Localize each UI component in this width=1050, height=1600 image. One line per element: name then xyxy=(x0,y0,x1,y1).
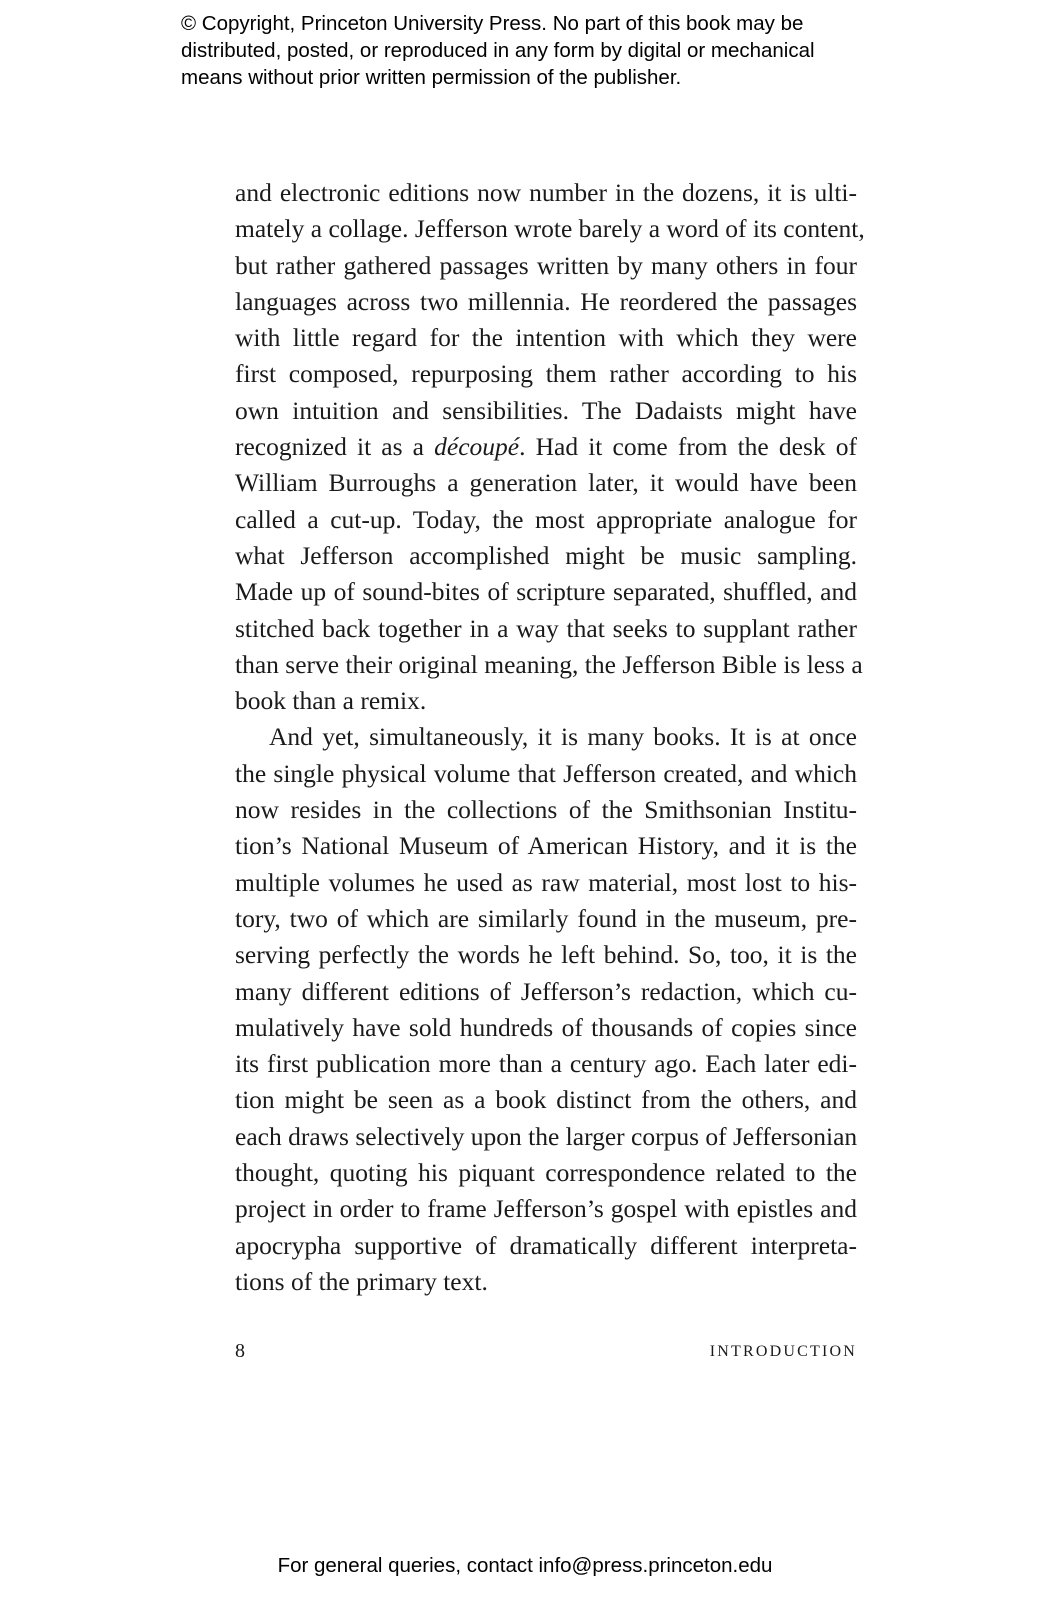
text-segment: recognized it as a xyxy=(235,432,435,462)
body-text xyxy=(235,175,865,1300)
text-line: tion might be seen as a book distinct from the others, and xyxy=(235,1085,857,1115)
text-line: what Jefferson accomplished might be music sampling. xyxy=(235,540,857,570)
text-line: own intuition and sensibilities. The Dadaists might have xyxy=(235,395,857,425)
text-line: each draws selectively upon the larger corpus of Jeffersonian xyxy=(235,1121,858,1151)
text-line: called a cut-up. Today, the most appropriate analogue for xyxy=(235,504,857,534)
text-line: with little regard for the intention with which they were xyxy=(235,323,857,353)
text-line: but rather gathered passages written by many others in four xyxy=(235,250,857,280)
text-line: and electronic editions now number in the dozens, it is ulti- xyxy=(235,178,857,207)
text-line: William Burroughs a generation later, it would have been xyxy=(235,468,857,498)
copyright-notice xyxy=(181,10,941,91)
text-line: tions of the primary text. xyxy=(235,1266,488,1296)
text-line: serving perfectly the words he left behind. So, too, it is the xyxy=(235,940,857,970)
text-line: now resides in the collections of the Smithsonian Institu- xyxy=(235,795,857,825)
text-line: many different editions of Jefferson’s redaction, which cu- xyxy=(235,976,857,1006)
text-line: languages across two millennia. He reordered the passages xyxy=(235,286,857,316)
text-line: mulatively have sold hundreds of thousands of copies since xyxy=(235,1012,857,1042)
text-line: book than a remix. xyxy=(235,686,427,716)
text-line: apocrypha supportive of dramatically different interpreta- xyxy=(235,1230,857,1260)
text-line: tory, two of which are similarly found in the museum, pre- xyxy=(235,903,857,933)
text-line: first composed, repurposing them rather according to his xyxy=(235,359,857,389)
text-line xyxy=(235,429,857,465)
text-line: thought, quoting his piquant correspondence related to the xyxy=(235,1158,857,1188)
text-line: its first publication more than a century ago. Each later edi- xyxy=(235,1049,857,1079)
text-line: multiple volumes he used as raw material, most lost to his- xyxy=(235,867,857,897)
text-line: project in order to frame Jefferson’s gospel with epistles and xyxy=(235,1194,857,1224)
text-line: than serve their original meaning, the Jefferson Bible is less a xyxy=(235,649,863,679)
copyright-line: distributed, posted, or reproduced in any form by digital or mechanical xyxy=(181,39,815,62)
text-line: the single physical volume that Jefferson created, and which xyxy=(235,758,857,788)
text-segment: . Had it come from the desk of xyxy=(519,432,858,462)
text-line: tion’s National Museum of American History, and it is the xyxy=(235,831,857,861)
running-head: INTRODUCTION xyxy=(709,1343,857,1360)
text-line: mately a collage. Jefferson wrote barely a word of its content, xyxy=(235,214,865,244)
italic-word: découpé xyxy=(434,432,520,462)
page-number: 8 xyxy=(235,1340,245,1362)
text-line: Made up of sound-bites of scripture separated, shuffled, and xyxy=(235,577,857,607)
text-line: And yet, simultaneously, it is many books. It is at once xyxy=(269,722,857,752)
contact-line: For general queries, contact info@press.princeton.edu xyxy=(277,1554,773,1577)
copyright-line: means without prior written permission of the publisher. xyxy=(181,66,682,89)
copyright-line: © Copyright, Princeton University Press. No part of this book may be xyxy=(181,12,804,35)
text-line: stitched back together in a way that seeks to supplant rather xyxy=(235,613,857,643)
